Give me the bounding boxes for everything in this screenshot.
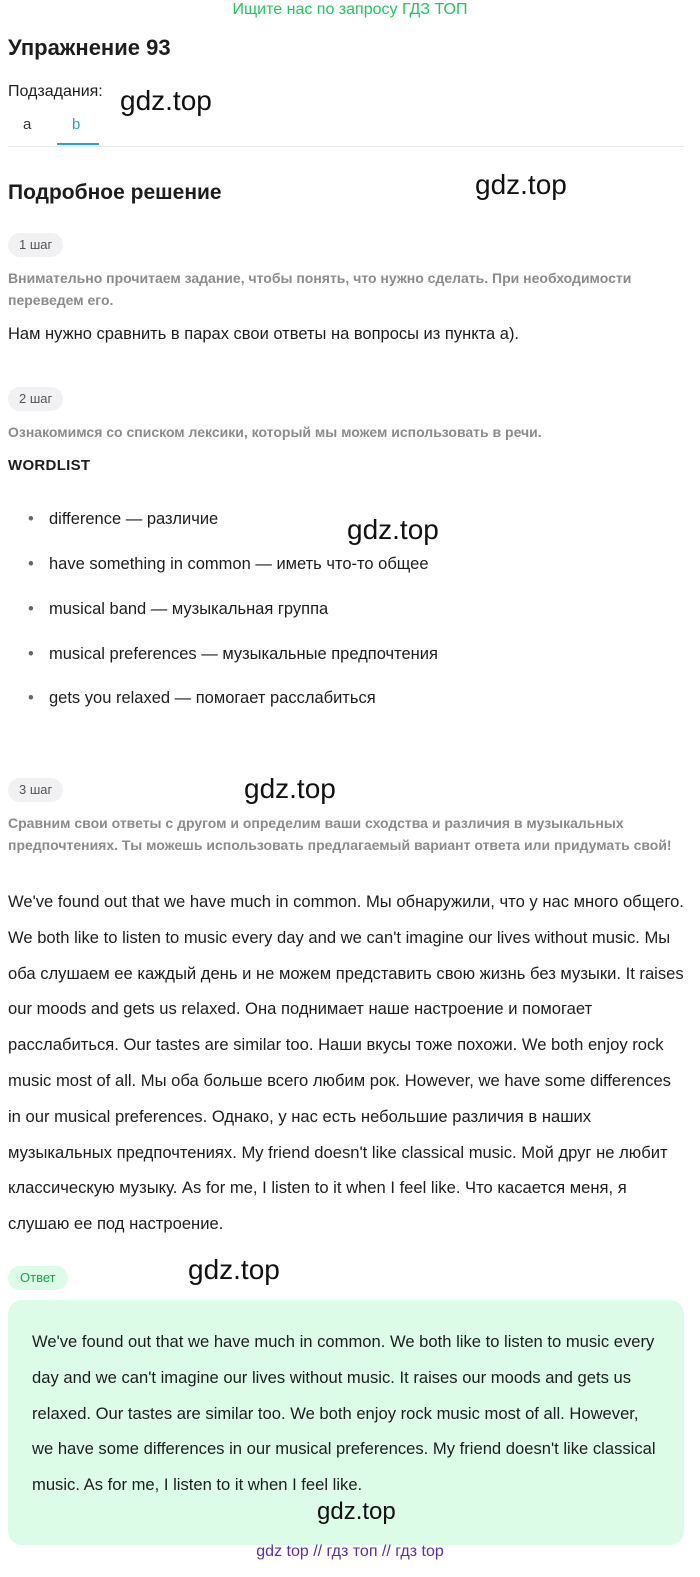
step-3-badge: 3 шаг (8, 778, 63, 802)
wordlist-item (28, 600, 328, 619)
subtasks-label: Подзадания: (8, 83, 103, 100)
step-2-badge: 2 шаг (8, 387, 63, 411)
footer-links[interactable]: gdz top // гдз топ // гдз top (256, 1543, 444, 1560)
step-1-hint: Внимательно прочитаем задание, чтобы понять, что нужно сделать. При необходимости переведем его. (8, 270, 632, 308)
wordlist-item-text: gets you relaxed — помогает расслабиться (49, 689, 376, 707)
step-1-text: Нам нужно сравнить в парах свои ответы на вопросы из пункта а). (8, 325, 520, 343)
tab-b[interactable]: b (72, 116, 81, 133)
watermark: gdz.top (347, 514, 439, 545)
wordlist-item (28, 689, 376, 708)
wordlist-item-text: musical preferences — музыкальные предпочтения (49, 645, 438, 663)
wordlist-item (28, 645, 438, 664)
tab-a[interactable]: a (23, 116, 32, 133)
watermark: gdz.top (120, 85, 212, 116)
search-banner[interactable]: Ищите нас по запросу ГДЗ ТОП (232, 1, 468, 18)
bullet-icon: • (28, 555, 34, 573)
bullet-icon: • (28, 510, 34, 528)
step-2-hint: Ознакомимся со списком лексики, который мы можем использовать в речи. (8, 424, 542, 440)
step-1-badge: 1 шаг (8, 233, 63, 257)
active-tab-indicator (57, 143, 99, 145)
bullet-icon: • (28, 689, 34, 707)
watermark: gdz.top (244, 773, 336, 804)
watermark: gdz.top (188, 1254, 280, 1285)
page-title: Упражнение 93 (8, 35, 171, 60)
wordlist-item-text: have something in common — иметь что-то общее (49, 555, 429, 573)
solution-title: Подробное решение (8, 181, 222, 204)
step-3-hint: Сравним свои ответы с другом и определим ваши сходства и различия в музыкальных предпочтениях. Ты можешь использовать предлагаемый вариант ответа или придумать свой! (8, 815, 672, 853)
wordlist-item-text: musical band — музыкальная группа (49, 600, 329, 618)
wordlist-item-text: difference — различие (49, 510, 219, 528)
wordlist-item (28, 555, 429, 574)
wordlist-item (28, 510, 218, 529)
bullet-icon: • (28, 600, 34, 618)
watermark: gdz.top (475, 169, 567, 200)
watermark: gdz.top (317, 1498, 396, 1525)
bullet-icon: • (28, 645, 34, 663)
step-3-text: We've found out that we have much in common. Мы обнаружили, что у нас много общего. We both like to listen to music every day and we can't imagine our lives without music. Мы оба слушаем ее каждый день и не можем представить свою жизнь без музыки. It raises our moods and gets us relaxed. Она поднимает наше настроение и помогает расслабиться. Our tastes are similar too. Наши вкусы тоже похожи. We both enjoy rock music most of all. Мы оба больше всего любим рок. However, we have some differences in our musical preferences. Однако, у нас есть небольшие различия в наших музыкальных предпочтениях. My friend doesn't like classical music. Мой друг не любит классическую музыку. As for me, I listen to it when I feel like. Что касается меня, я слушаю ее под настроение. (8, 892, 684, 1234)
wordlist-title: WORDLIST (8, 457, 91, 474)
answer-text: We've found out that we have much in common. We both like to listen to music every day and we can't imagine our lives without music. It raises our moods and gets us relaxed. Our tastes are similar too. We both enjoy rock music most of all. However, we have some differences in our musical preferences. My friend doesn't like classical music. As for me, I listen to it when I feel like. (32, 1332, 656, 1495)
answer-badge: Ответ (8, 1266, 68, 1290)
tabs-divider (8, 146, 684, 147)
